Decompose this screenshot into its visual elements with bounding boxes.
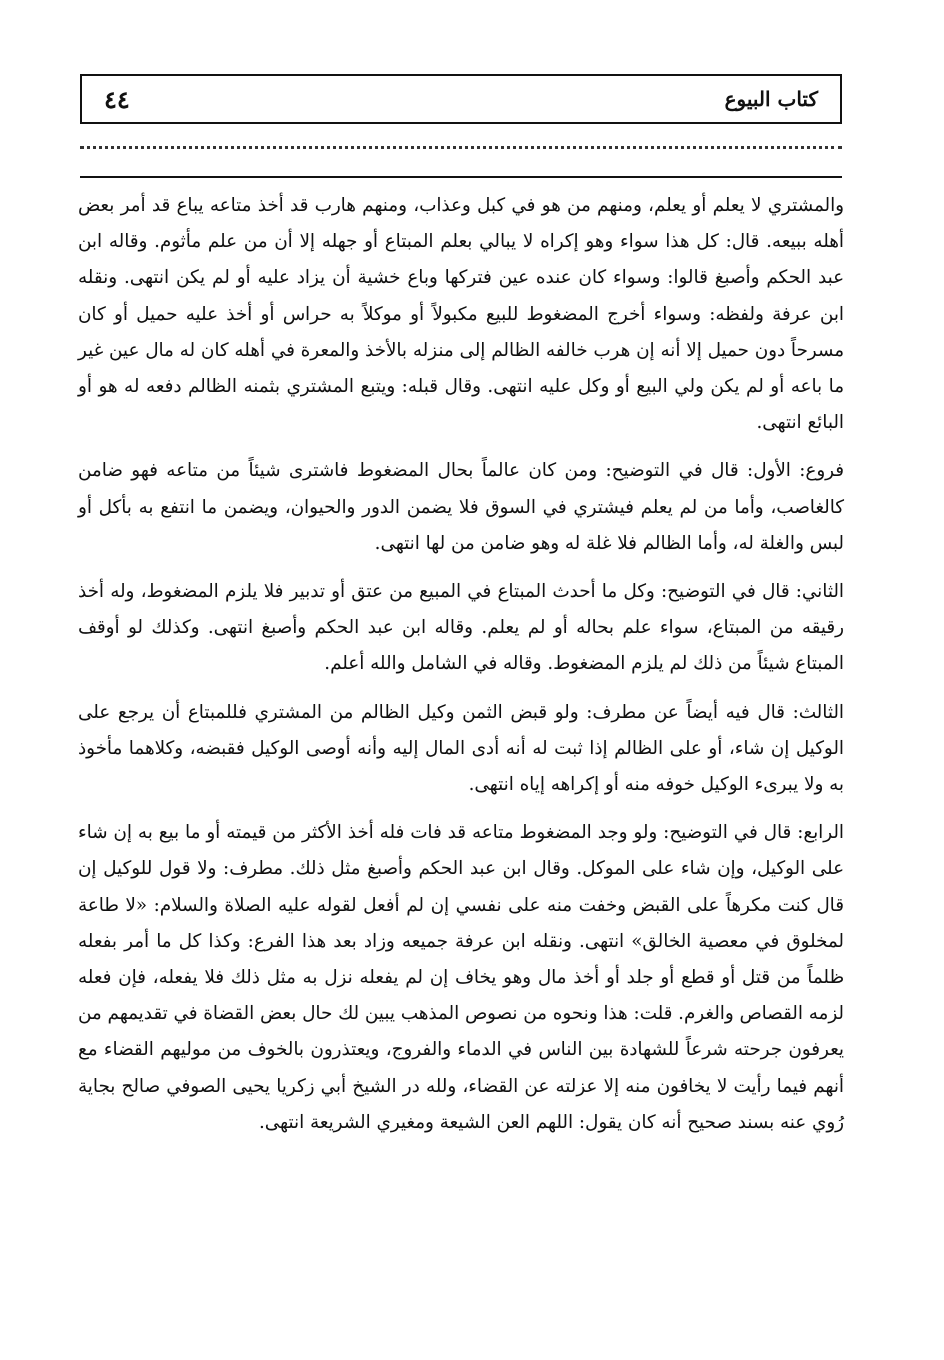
- paragraph: والمشتري لا يعلم أو يعلم، ومنهم من هو في كبل وعذاب، ومنهم هارب قد أخذ متاعه يباع قد أمر بعض أهله ببيعه. قال: كل هذا سواء وهو إكراه لا يبالي بعلم المبتاع أو جهله إلا أن من علم مأثوم. وقاله ابن عبد الحكم وأصبغ قالوا: وسواء كان عنده عين فتركها وباع خشية أن يزاد عليه أو لم يكن انتهى. ونقله ابن عرفة ولفظه: وسواء أخرج المضغوط للبيع مكبولاً أو موكلاً به حراس أو أخذ عليه حميل أو كان مسرحاً دون حميل إلا أنه إن هرب خالفه الظالم إلى منزله بالأخذ والمعرة في أهله كان له مال عين غير ما باعه أو لم يكن ولي البيع أو وكل عليه انتهى. وقال قبله: ويتبع المشتري بثمنه الظالم دفعه له هو أو البائع انتهى.: [78, 195, 844, 434]
- header-rule: [80, 176, 842, 178]
- paragraph: الثاني: قال في التوضيح: وكل ما أحدث المبتاع في المبيع من عتق أو تدبير فلا يلزم المضغوط، وله أخذ رقيقه من المبتاع، سواء علم بحاله أو لم يعلم. وقاله ابن عبد الحكم وأصبغ انتهى. وكذلك لو أوقف المبتاع شيئاً من ذلك لم يلزم المضغوط. وقاله في الشامل والله أعلم.: [78, 581, 844, 675]
- dotted-separator: [80, 146, 842, 149]
- paragraph: فروع: الأول: قال في التوضيح: ومن كان عالماً بحال المضغوط فاشترى شيئاً من متاعه فهو ضامن كالغاصب، وأما من لم يعلم فيشتري في السوق فلا يضمن الدور والحيوان، ويضمن ما انتفع به بأكل أو لبس والغلة له، وأما الظالم فلا غلة له وهو ضامن من لها انتهى.: [78, 460, 844, 554]
- page-number: ٤٤: [104, 84, 130, 114]
- paragraph: الرابع: قال في التوضيح: ولو وجد المضغوط متاعه قد فات فله أخذ الأكثر من قيمته أو ما بيع به إن شاء على الوكيل، وإن شاء على الموكل. وقال ابن عبد الحكم وأصبغ مثل ذلك. مطرف: ولا قول للوكيل إن قال كنت مكرهاً على القبض وخفت منه على نفسي إن لم أفعل لقوله عليه الصلاة والسلام: «لا طاعة لمخلوق في معصية الخالق» انتهى. ونقله ابن عرفة جميعه وزاد بعد هذا الفرع: وكذا كل ما أمر بفعله ظلماً من قتل أو قطع أو جلد أو أخذ مال وهو يخاف إن لم يفعله نزل به مثل ذلك فلا يفعله، فإن فعله لزمه القصاص والغرم. قلت: هذا ونحوه من نصوص المذهب يبين لك حال بعض القضاة في تقديمهم من يعرفون جرحته شرعاً للشهادة بين الناس في الدماء والفروج، ويعتذرون بالخوف من موليهم القضاء مع أنهم فيما رأيت لا يخافون منه إلا عزلته عن القضاء، ولله در الشيخ أبي زكريا يحيى الصوفي صالح بجاية رُوي عنه بسند صحيح أنه كان يقول: اللهم العن الشيعة ومغيري الشريعة انتهى.: [78, 822, 844, 1133]
- paragraph: الثالث: قال فيه أيضاً عن مطرف: ولو قبض الثمن وكيل الظالم من المشتري فللمبتاع أن يرجع على الوكيل إن شاء، أو على الظالم إذا ثبت له أنه أدى المال إليه وأنه أوصى الوكيل فقبضه، وكلاهما مأخوذ به ولا يبرىء الوكيل خوفه منه أو إكراهه إياه انتهى.: [78, 701, 844, 796]
- page-body: [78, 188, 844, 1141]
- page-header: [80, 74, 842, 124]
- running-title: كتاب البيوع: [724, 87, 818, 111]
